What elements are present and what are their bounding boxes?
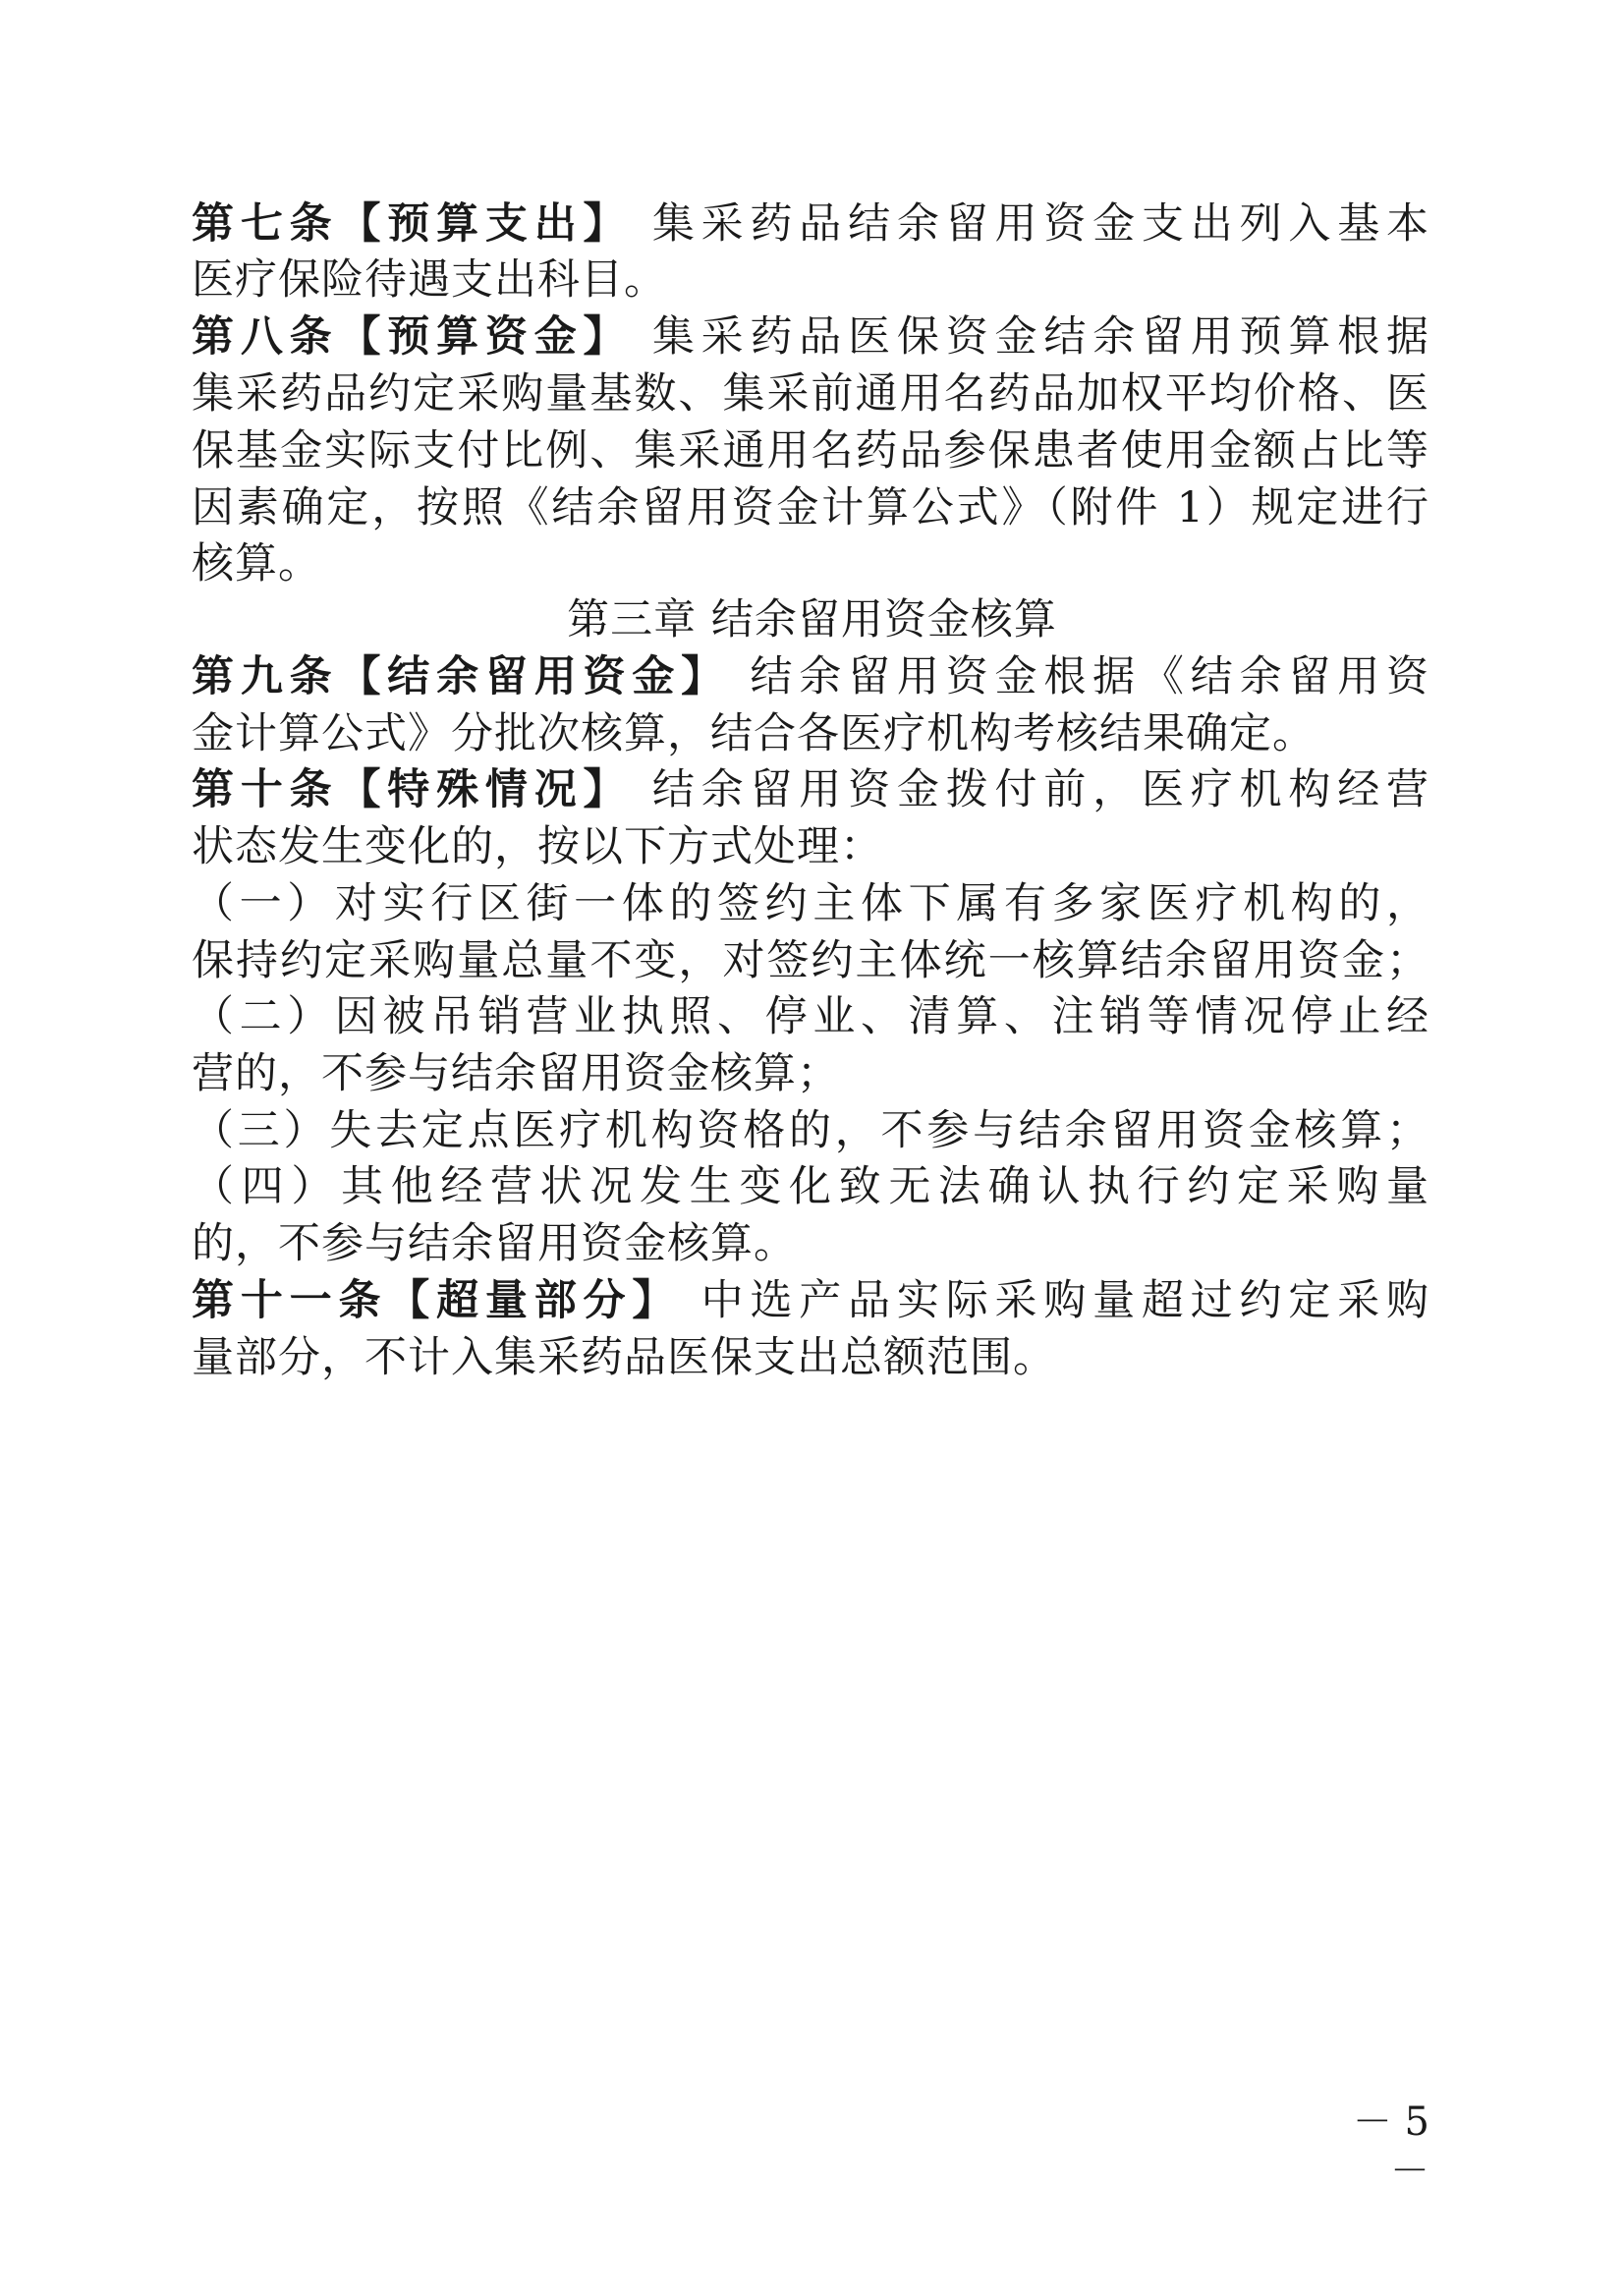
article10-line1: 第十条【特殊情况】 结余留用资金拨付前，医疗机构经营 (192, 765, 1430, 814)
article8-heading: 第八条【预算资金】 (192, 312, 633, 362)
page-number: － 5 － (1352, 2099, 1429, 2194)
article9-line1: 第九条【结余留用资金】 结余留用资金根据《结余留用资 (192, 652, 1430, 701)
article10-item1-line1: （一）对实行区街一体的签约主体下属有多家医疗机构的， (192, 879, 1429, 928)
article9-line2: 金计算公式》分批次核算，结合各医疗机构考核结果确定。 (192, 709, 1316, 758)
article7-line1: 第七条【预算支出】 集采药品结余留用资金支出列入基本 (192, 199, 1430, 249)
article10-item3-line1: （三）失去定点医疗机构资格的，不参与结余留用资金核算； (192, 1106, 1429, 1155)
article8-line3: 保基金实际支付比例、集采通用名药品参保患者使用金额占比等 (192, 426, 1429, 476)
article7-line2: 医疗保险待遇支出科目。 (192, 255, 667, 305)
article10-heading: 第十条【特殊情况】 (192, 765, 633, 814)
article10-item4-line1: （四）其他经营状况发生变化致无法确认执行约定采购量 (192, 1162, 1429, 1211)
chapter3-title: 第三章 结余留用资金核算 (567, 595, 1057, 644)
article10-line2: 状态发生变化的，按以下方式处理： (192, 822, 883, 871)
article8-line1: 第八条【预算资金】 集采药品医保资金结余留用预算根据 (192, 312, 1430, 362)
article10-item1-line2: 保持约定采购量总量不变，对签约主体统一核算结余留用资金； (192, 936, 1429, 985)
article8-line4: 因素确定，按照《结余留用资金计算公式》（附件 1）规定进行 (192, 483, 1429, 532)
article9-heading: 第九条【结余留用资金】 (192, 652, 730, 701)
article8-line5: 核算。 (192, 539, 321, 588)
article11-line2: 量部分，不计入集采药品医保支出总额范围。 (192, 1333, 1056, 1382)
article11-line1: 第十一条【超量部分】 中选产品实际采购量超过约定采购 (192, 1276, 1430, 1325)
article7-heading: 第七条【预算支出】 (192, 199, 633, 249)
article10-item2-line2: 营的，不参与结余留用资金核算； (192, 1049, 840, 1098)
article8-line2: 集采药品约定采购量基数、集采前通用名药品加权平均价格、医 (192, 369, 1429, 419)
article10-item4-line2: 的，不参与结余留用资金核算。 (192, 1219, 797, 1268)
article10-item2-line1: （二）因被吊销营业执照、停业、清算、注销等情况停止经 (192, 992, 1429, 1041)
article11-heading: 第十一条【超量部分】 (192, 1276, 682, 1325)
